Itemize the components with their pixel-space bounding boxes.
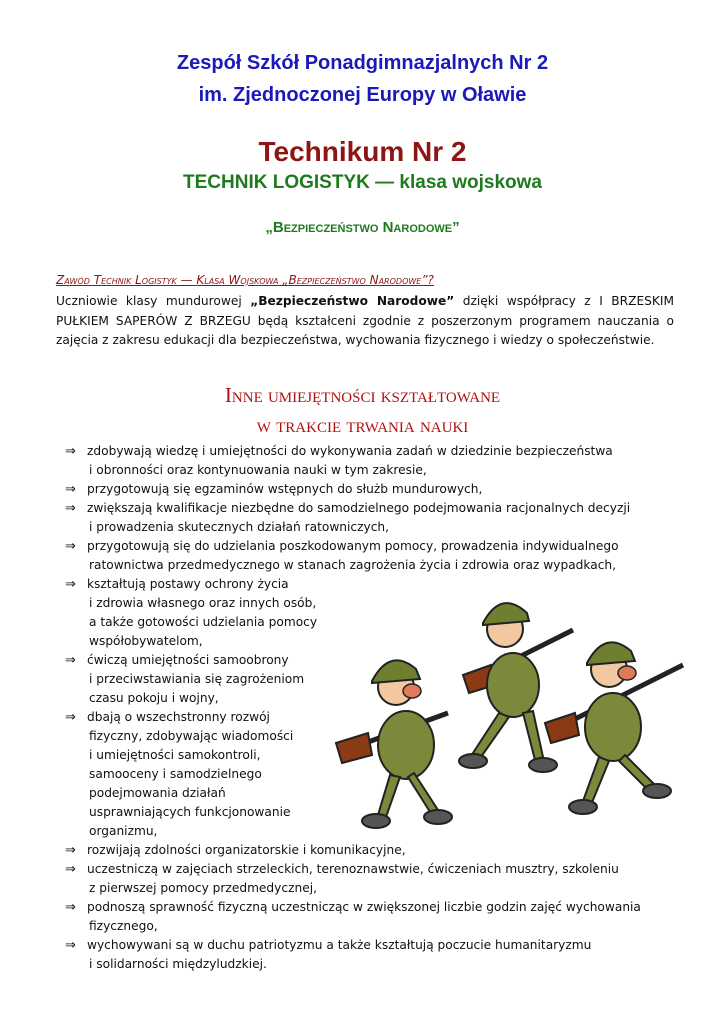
- arrow-bullet-icon: ⇒: [65, 482, 76, 497]
- skill-item-line: i obronności oraz kontynuowania nauki w tym zakresie,: [89, 463, 427, 477]
- school-name-line1: Zespół Szkół Ponadgimnazjalnych Nr 2: [176, 52, 549, 74]
- intro-paragraph: [56, 292, 674, 351]
- skill-item-line: uczestniczą w zajęciach strzeleckich, terenoznawstwie, ćwiczeniach musztry, szkoleniu: [87, 862, 619, 876]
- skill-item-line: a także gotowości udzielania pomocy: [89, 615, 318, 629]
- skill-item: [65, 860, 685, 898]
- soldier-left: [336, 660, 452, 828]
- arrow-bullet-icon: ⇒: [65, 862, 76, 877]
- page-title: Technikum Nr 2: [258, 136, 467, 167]
- skill-item: [65, 841, 685, 860]
- skill-item-line: dbają o wszechstronny rozwój: [87, 710, 270, 724]
- skill-item-line: wychowywani są w duchu patriotyzmu a także kształtują poczucie humanitaryzmu: [87, 938, 592, 952]
- skill-item-line: ćwiczą umiejętności samoobrony: [87, 653, 289, 667]
- skill-item-line: kształtują postawy ochrony życia: [87, 577, 289, 591]
- arrow-bullet-icon: ⇒: [65, 843, 76, 858]
- skill-item: [65, 898, 685, 936]
- school-name-line2: im. Zjednoczonej Europy w Oławie: [198, 84, 527, 106]
- arrow-bullet-icon: ⇒: [65, 577, 76, 592]
- skill-item-line: organizmu,: [89, 824, 158, 838]
- specialization-title: „Bezpieczeństwo Narodowe”: [265, 219, 460, 236]
- marching-soldiers-illustration: [328, 585, 694, 830]
- page-subtitle: TECHNIK LOGISTYK — klasa wojskowa: [183, 172, 542, 193]
- arrow-bullet-icon: ⇒: [65, 501, 76, 516]
- skill-item-line: samooceny i samodzielnego: [89, 767, 262, 781]
- skill-item-line: przygotowują się do udzielania poszkodowanym pomocy, prowadzenia indywidualnego: [87, 539, 619, 553]
- skill-item: [65, 480, 685, 499]
- skill-item-line: z pierwszej pomocy przedmedycznej,: [89, 881, 317, 895]
- skill-item-line: czasu pokoju i wojny,: [89, 691, 219, 705]
- skill-item-line: podejmowania działań: [89, 786, 226, 800]
- arrow-bullet-icon: ⇒: [65, 539, 76, 554]
- skills-section-title: [0, 380, 725, 440]
- skill-item: [65, 537, 685, 575]
- skill-item: [65, 936, 685, 974]
- arrow-bullet-icon: ⇒: [65, 444, 76, 459]
- skill-item: [65, 499, 685, 537]
- skill-item-line: i solidarności międzyludzkiej.: [89, 957, 267, 971]
- skill-item-line: usprawniających funkcjonowanie: [89, 805, 291, 819]
- skill-item-line: ratownictwa przedmedycznego w stanach zagrożenia życia i zdrowia oraz wypadkach,: [89, 558, 617, 572]
- skill-item-line: i przeciwstawiania się zagrożeniom: [89, 672, 305, 686]
- intro-text-after: dzięki współpracy z I BRZESKIM PUŁKIEM SAPERÓW Z BRZEGU będą kształceni zgodnie z poszerzonym programem nauczania o zajęcia z zakresu edukacji dla bezpieczeństwa, wychowania fizycznego i wiedzy o społeczeństwie.: [56, 294, 674, 347]
- skill-item-line: i umiejętności samokontroli,: [89, 748, 261, 762]
- skill-item-line: rozwijają zdolności organizatorskie i komunikacyjne,: [87, 843, 406, 857]
- skill-item-line: i zdrowia własnego oraz innych osób,: [89, 596, 317, 610]
- skill-item-line: fizycznego,: [89, 919, 158, 933]
- intro-heading: Zawód Technik Logistyk — Klasa Wojskowa „Bezpieczeństwo Narodowe”?: [56, 273, 434, 287]
- arrow-bullet-icon: ⇒: [65, 938, 76, 953]
- soldier-right: [545, 642, 683, 814]
- arrow-bullet-icon: ⇒: [65, 653, 76, 668]
- skill-item-line: zdobywają wiedzę i umiejętności do wykonywania zadań w dziedzinie bezpieczeństwa: [87, 444, 613, 458]
- skill-item-line: współobywatelom,: [89, 634, 203, 648]
- soldier-middle: [459, 603, 573, 772]
- intro-text-bold: „Bezpieczeństwo Narodowe”: [250, 294, 455, 308]
- skill-item-line: przygotowują się egzaminów wstępnych do służb mundurowych,: [87, 482, 483, 496]
- skill-item-line: podnoszą sprawność fizyczną uczestnicząc w zwiększonej liczbie godzin zajęć wychowania: [87, 900, 641, 914]
- skill-item-line: i prowadzenia skutecznych działań ratowniczych,: [89, 520, 390, 534]
- skill-item: [65, 442, 685, 480]
- arrow-bullet-icon: ⇒: [65, 710, 76, 725]
- intro-text-before: Uczniowie klasy mundurowej: [56, 294, 251, 308]
- skills-title-line1: Inne umiejętności kształtowane: [224, 383, 501, 407]
- skill-item-line: fizyczny, zdobywając wiadomości: [89, 729, 294, 743]
- arrow-bullet-icon: ⇒: [65, 900, 76, 915]
- skills-title-line2: w trakcie trwania nauki: [256, 413, 469, 437]
- skill-item-line: zwiększają kwalifikacje niezbędne do samodzielnego podejmowania racjonalnych decyzji: [87, 501, 631, 515]
